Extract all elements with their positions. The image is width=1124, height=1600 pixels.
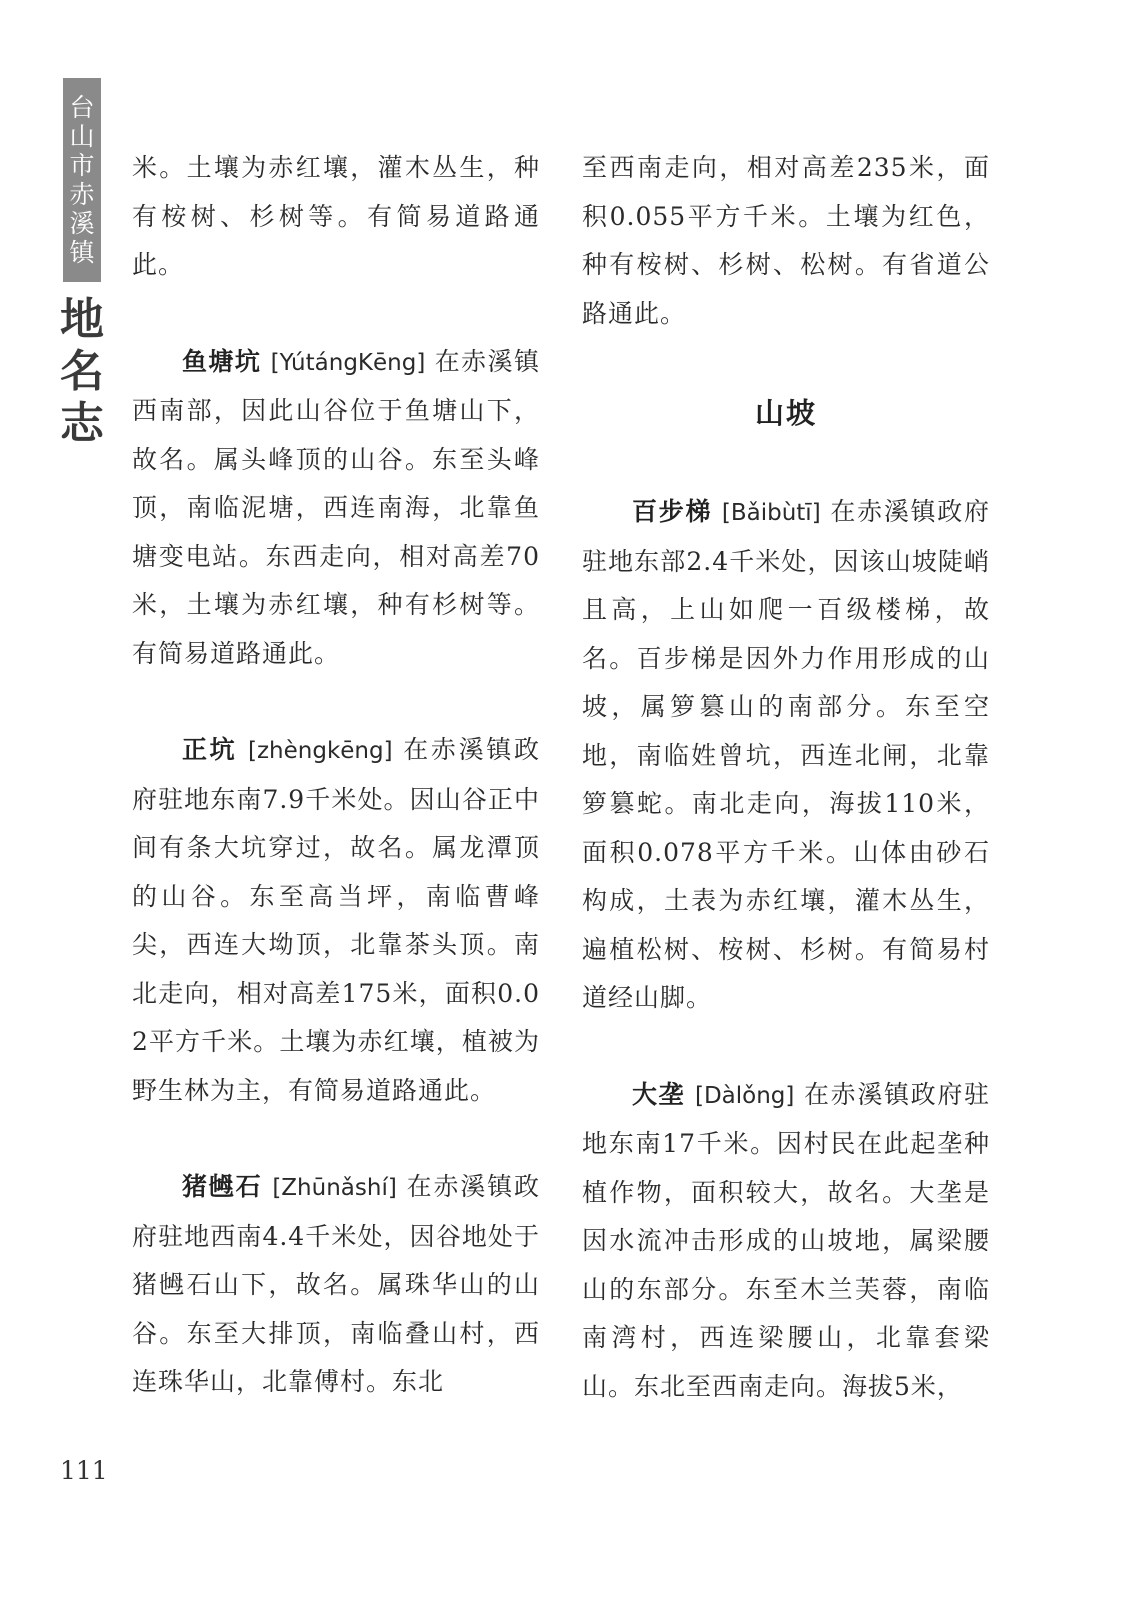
entry-text: 在赤溪镇政府驻地东南7.9千米处。因山谷正中间有条大坑穿过，故名。属龙潭顶的山谷。东至高当坪，南临曹峰尖，西连大坳顶，北靠茶头顶。南北走向，相对高差175米，面积0.02平方千米。土壤为赤红壤，植被为野生林为主，有简易道路通此。 [132,735,540,1105]
entry-term: 正坑 [182,735,238,764]
entry-text: 在赤溪镇政府驻地东南17千米。因村民在此起垄种植作物，面积较大，故名。大垄是因水流冲击形成的山坡地，属梁腰山的东部分。东至木兰芙蓉，南临南湾村，西连梁腰山，北靠套梁山。东北至西南走向。海拔5米， [582,1079,990,1401]
continuation-text: 米。土壤为赤红壤，灌木丛生，种有桉树、杉树等。有简易道路通此。 [132,153,540,279]
entry-paragraph [132,726,540,1115]
entry-paragraph [132,1163,540,1407]
continuation-text: 至西南走向，相对高差235米，面积0.055平方千米。土壤为红色，种有桉树、杉树、松树。有省道公路通此。 [582,153,990,328]
side-title: 地名志 [60,294,104,449]
side-tab-text: 台山市赤溪镇 [69,93,95,267]
entry-text: 在赤溪镇政府驻地东部2.4千米处，因该山坡陡峭且高，上山如爬一百级楼梯，故名。百步梯是因外力作用形成的山坡，属箩篡山的南部分。东至空地，南临姓曾坑，西连北闸，北靠箩篡蛇。南北走向，海拔110米，面积0.078平方千米。山体由砂石构成，土表为赤红壤，灌木丛生，遍植松树、桉树、杉树。有简易村道经山脚。 [582,497,990,1012]
entry-term: 猪乸石 [182,1172,263,1201]
right-column [582,144,990,1411]
paragraph-gap [132,290,540,338]
entry-pinyin: [zhèngkēng] [248,738,393,764]
left-column [132,144,540,1407]
side-tab [63,78,101,282]
entry-paragraph [582,488,990,1023]
entry-pinyin: [Bǎibùtī] [721,500,821,526]
entry-paragraph [582,1071,990,1412]
entry-term: 鱼塘坑 [182,346,262,376]
page-number: 111 [60,1456,108,1485]
entry-text: 在赤溪镇西南部，因此山谷位于鱼塘山下，故名。属头峰顶的山谷。东至头峰顶，南临泥塘，西连南海，北靠鱼塘变电站。东西走向，相对高差70米，土壤为赤红壤，种有杉树等。有简易道路通此。 [132,346,540,668]
entry-pinyin: [Zhūnǎshí] [272,1175,397,1201]
paragraph-gap [132,678,540,726]
paragraph-gap [132,1115,540,1163]
paragraph-gap [582,1023,990,1071]
entry-pinyin: [Dàlǒng] [694,1082,795,1109]
section-heading: 山坡 [754,396,817,430]
entry-pinyin: [YútángKēng] [270,349,426,376]
entry-paragraph [132,338,540,679]
entry-term: 百步梯 [632,497,713,526]
entry-term: 大垄 [632,1079,686,1109]
entry-text: 在赤溪镇政府驻地西南4.4千米处，因谷地处于猪乸石山下，故名。属珠华山的山谷。东至大排顶，南临叠山村，西连珠华山，北靠傅村。东北 [132,1172,540,1396]
